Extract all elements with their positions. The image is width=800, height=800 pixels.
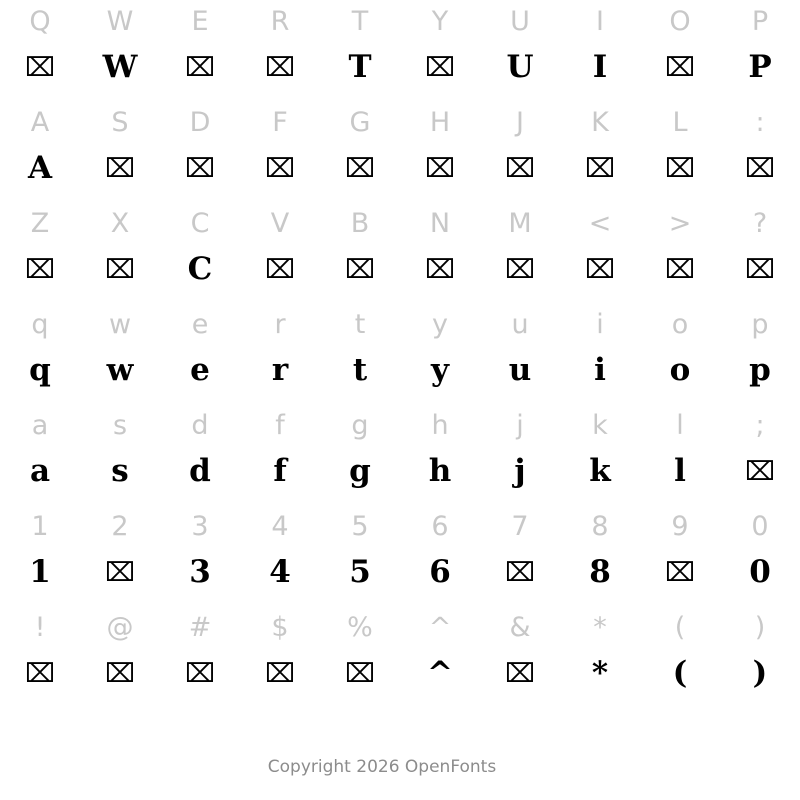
key-label: 7 [511,511,529,542]
glyph: i [594,352,606,388]
glyph: 4 [269,554,291,590]
missing-glyph-box: ⌧ [185,659,215,689]
key-label: 0 [751,511,769,542]
key-label: 2 [111,511,129,542]
key-label: K [591,107,609,138]
missing-glyph-box: ⌧ [505,154,535,184]
missing-glyph-box: ⌧ [25,255,55,285]
glyph-row [0,48,800,101]
key-row [0,303,800,351]
glyph: ) [752,655,768,691]
key-label: u [511,309,529,340]
glyph: d [189,453,211,489]
glyph: C [187,251,213,287]
glyph: k [589,453,611,489]
glyph: 1 [29,554,51,590]
glyph-row [0,452,800,505]
missing-glyph-box: ⌧ [345,255,375,285]
key-label: G [349,107,371,138]
missing-glyph-box: ⌧ [25,659,55,689]
missing-glyph-box: ⌧ [185,53,215,83]
key-label: Q [29,6,51,37]
key-label: ^ [428,612,452,643]
key-label: N [429,208,451,239]
key-label: E [191,6,209,37]
key-label: k [592,410,608,441]
glyph: 8 [589,554,611,590]
key-label: l [676,410,684,441]
missing-glyph-box: ⌧ [25,53,55,83]
glyph: A [27,150,53,186]
missing-glyph-box: ⌧ [345,659,375,689]
key-label: @ [106,612,134,643]
footer [0,757,800,777]
missing-glyph-box: ⌧ [585,154,615,184]
key-label: C [190,208,210,239]
glyph: t [352,352,368,388]
missing-glyph-box: ⌧ [505,558,535,588]
key-label: j [516,410,524,441]
missing-glyph-box: ⌧ [105,255,135,285]
glyph: f [273,453,287,489]
glyph: j [514,453,526,489]
key-label: ? [752,208,768,239]
missing-glyph-box: ⌧ [665,255,695,285]
key-label: 4 [271,511,289,542]
glyph: y [430,352,449,388]
key-label: ( [674,612,686,643]
glyph: h [428,453,452,489]
key-label: Z [30,208,50,239]
missing-glyph-box: ⌧ [105,659,135,689]
glyph: W [102,49,138,85]
key-label: i [596,309,604,340]
missing-glyph-box: ⌧ [505,255,535,285]
key-row [0,404,800,452]
glyph: ^ [427,655,453,691]
glyph: r [271,352,289,388]
key-label: 9 [671,511,689,542]
missing-glyph-box: ⌧ [265,53,295,83]
key-label: T [351,6,369,37]
key-label: P [751,6,769,37]
glyph: q [29,352,51,388]
key-label: B [350,208,370,239]
key-label: M [508,208,532,239]
missing-glyph-box: ⌧ [185,154,215,184]
key-label: * [593,612,607,643]
glyph: * [591,655,609,691]
missing-glyph-box: ⌧ [585,255,615,285]
key-label: ; [755,410,765,441]
glyph: 3 [189,554,211,590]
key-label: h [431,410,449,441]
missing-glyph-box: ⌧ [665,558,695,588]
glyph-row [0,654,800,707]
glyph: ( [672,655,688,691]
key-label: & [509,612,531,643]
key-row [0,202,800,250]
key-label: s [112,410,128,441]
key-label: L [672,107,688,138]
key-label: V [270,208,290,239]
key-label: > [668,208,692,239]
key-row [0,505,800,553]
missing-glyph-box: ⌧ [105,154,135,184]
missing-glyph-box: ⌧ [505,659,535,689]
key-label: # [188,612,212,643]
key-label: 1 [31,511,49,542]
key-label: D [189,107,211,138]
glyph: u [508,352,532,388]
key-label: X [110,208,130,239]
key-label: 6 [431,511,449,542]
key-label: q [31,309,49,340]
key-label: d [191,410,209,441]
glyph: P [748,49,772,85]
key-label: $ [271,612,289,643]
key-label: w [108,309,132,340]
glyph: a [29,453,51,489]
glyph-row [0,351,800,404]
copyright-text: Copyright 2026 OpenFonts [267,757,497,777]
key-label: H [429,107,451,138]
missing-glyph-box: ⌧ [425,154,455,184]
key-label: e [191,309,209,340]
glyph: 5 [349,554,371,590]
missing-glyph-box: ⌧ [265,154,295,184]
glyph: e [190,352,210,388]
glyph-row [0,149,800,202]
glyph-row [0,553,800,606]
key-label: : [755,107,765,138]
key-label: o [671,309,689,340]
missing-glyph-box: ⌧ [425,255,455,285]
missing-glyph-box: ⌧ [665,154,695,184]
key-label: 8 [591,511,609,542]
missing-glyph-box: ⌧ [745,457,775,487]
missing-glyph-box: ⌧ [345,154,375,184]
key-label: t [354,309,366,340]
glyph: U [506,49,534,85]
key-label: ! [34,612,46,643]
key-label: J [516,107,524,138]
key-label: W [106,6,134,37]
key-label: 5 [351,511,369,542]
key-label: O [669,6,691,37]
missing-glyph-box: ⌧ [425,53,455,83]
key-label: ) [754,612,766,643]
key-label: g [351,410,369,441]
glyph: T [348,49,372,85]
key-row [0,606,800,654]
missing-glyph-box: ⌧ [745,154,775,184]
missing-glyph-box: ⌧ [265,255,295,285]
missing-glyph-box: ⌧ [665,53,695,83]
glyph: s [111,453,129,489]
key-label: a [31,410,49,441]
key-label: I [596,6,604,37]
key-label: Y [431,6,449,37]
key-label: A [30,107,50,138]
key-label: 3 [191,511,209,542]
missing-glyph-box: ⌧ [745,255,775,285]
key-label: R [270,6,290,37]
key-label: U [510,6,530,37]
key-label: p [751,309,769,340]
glyph: 6 [429,554,451,590]
missing-glyph-box: ⌧ [105,558,135,588]
key-label: y [432,309,448,340]
glyph: w [106,352,134,388]
glyph-row [0,250,800,303]
key-label: S [111,107,129,138]
key-label: f [275,410,285,441]
glyph: g [349,453,371,489]
key-label: r [274,309,286,340]
glyph: p [749,352,771,388]
key-label: % [347,612,373,643]
glyph: l [674,453,686,489]
key-label: < [588,208,612,239]
key-label: F [272,107,288,138]
glyph: 0 [749,554,771,590]
key-row [0,0,800,48]
glyph: I [592,49,608,85]
missing-glyph-box: ⌧ [265,659,295,689]
glyph: o [669,352,691,388]
key-row [0,101,800,149]
